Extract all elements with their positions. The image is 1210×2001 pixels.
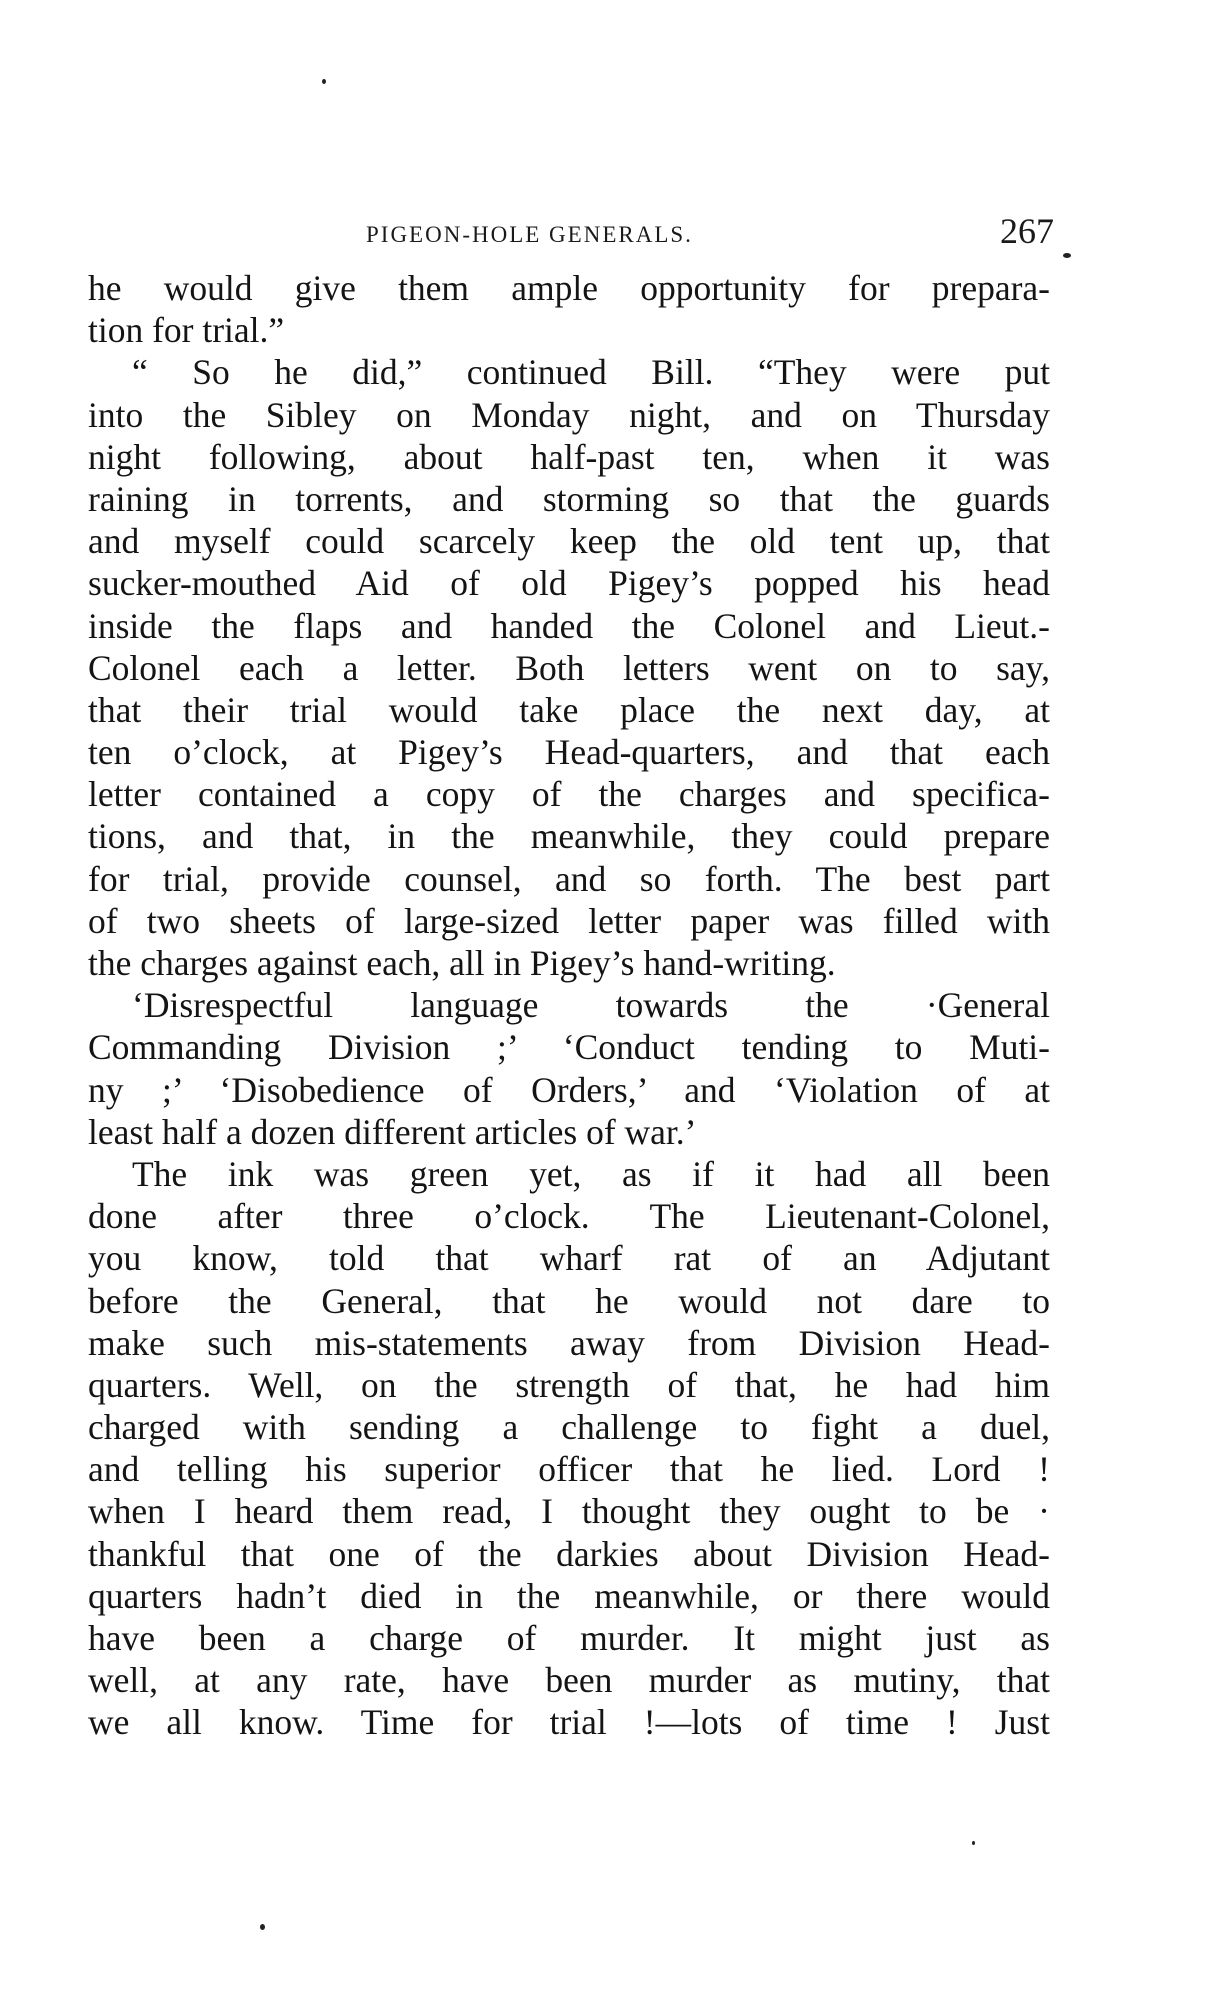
text-line: ‘Disrespectful language towards the ·General: [132, 985, 1050, 1026]
text-line: he would give them ample opportunity for prepara-: [88, 268, 1050, 308]
page-number: 267: [1000, 211, 1054, 251]
text-line: quarters. Well, on the strength of that, he had him: [88, 1364, 1050, 1405]
text-line: tions, and that, in the meanwhile, they could prepare: [88, 816, 1050, 857]
text-line: of two sheets of large-sized letter paper was filled with: [88, 900, 1050, 941]
text-line: tion for trial.”: [88, 310, 285, 351]
text-line: we all know. Time for trial !—lots of time ! Just: [88, 1702, 1050, 1743]
print-speck: [322, 79, 326, 84]
text-line: charged with sending a challenge to fight a duel,: [88, 1407, 1050, 1448]
text-line: well, at any rate, have been murder as mutiny, that: [88, 1660, 1050, 1701]
text-line: you know, told that wharf rat of an Adjutant: [88, 1238, 1050, 1279]
running-head: PIGEON-HOLE GENERALS.: [366, 222, 693, 247]
text-line: that their trial would take place the next day, at: [88, 689, 1050, 730]
text-line: the charges against each, all in Pigey’s hand-writing.: [88, 943, 836, 983]
text-line: quarters hadn’t died in the meanwhile, or there would: [88, 1575, 1050, 1616]
text-line: thankful that one of the darkies about Division Head-: [88, 1533, 1050, 1574]
text-line: letter contained a copy of the charges and specifica-: [88, 774, 1050, 815]
print-speck: [260, 1924, 265, 1930]
text-line: ny ;’ ‘Disobedience of Orders,’ and ‘Violation of at: [88, 1069, 1050, 1110]
text-line: Commanding Division ;’ ‘Conduct tending to Muti-: [88, 1027, 1050, 1068]
text-line: make such mis-statements away from Division Head-: [88, 1322, 1050, 1363]
print-speck: [1063, 253, 1071, 258]
print-speck: [972, 1841, 975, 1845]
text-line: before the General, that he would not dare to: [88, 1280, 1050, 1321]
text-line: least half a dozen different articles of war.’: [88, 1111, 697, 1152]
text-line: inside the flaps and handed the Colonel and Lieut.-: [88, 605, 1050, 646]
text-line: when I heard them read, I thought they ought to be ·: [88, 1491, 1050, 1532]
text-line: sucker-mouthed Aid of old Pigey’s popped his head: [88, 563, 1050, 604]
text-line: ten o’clock, at Pigey’s Head-quarters, and that each: [88, 732, 1050, 773]
text-line: and myself could scarcely keep the old tent up, that: [88, 521, 1050, 562]
text-line: into the Sibley on Monday night, and on Thursday: [88, 394, 1050, 435]
text-line: The ink was green yet, as if it had all been: [132, 1153, 1050, 1194]
text-line: Colonel each a letter. Both letters went on to say,: [88, 647, 1050, 688]
text-line: night following, about half-past ten, when it was: [88, 436, 1050, 477]
text-line: “ So he did,” continued Bill. “They were put: [132, 352, 1050, 393]
text-line: for trial, provide counsel, and so forth. The best part: [88, 858, 1050, 899]
text-line: have been a charge of murder. It might just as: [88, 1618, 1050, 1658]
text-line: and telling his superior officer that he lied. Lord !: [88, 1449, 1050, 1490]
text-line: raining in torrents, and storming so that the guards: [88, 478, 1050, 519]
body-text: [88, 267, 1050, 1744]
text-line: done after three o’clock. The Lieutenant-Colonel,: [88, 1196, 1050, 1237]
